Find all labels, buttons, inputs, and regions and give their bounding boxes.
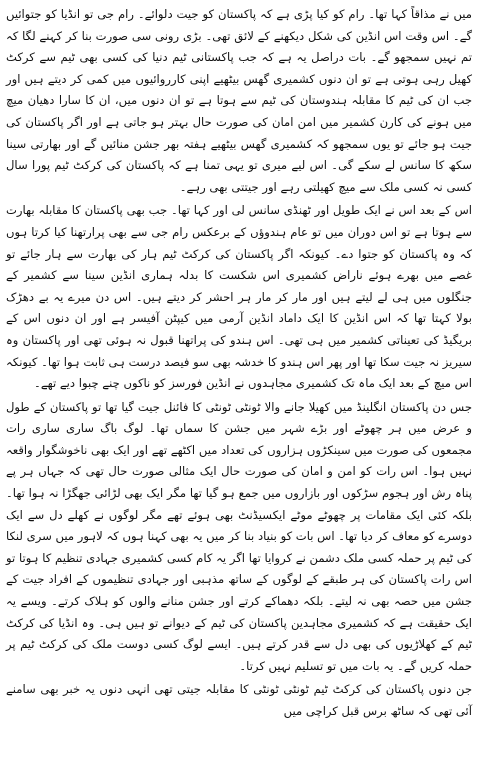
article-paragraph-1: میں نے مذاقاً کہا تھا۔ رام کو کیا پڑی ہے کہ پاکستان کو جیت دلوائے۔ رام جی تو انڈیا کو جتوائیں گے۔ اس وقت اس انڈین کی شکل دیکھنے کے لائق تھی۔ بڑی رونی سی صورت بنا کر کہنے لگا کہ تم نہیں سمجھو گے۔ بات دراصل یہ ہے کہ جب پاکستانی ٹیم دنیا کی کسی بھی ٹیم سے کرکٹ کھیل رہی ہوتی ہے تو ان دنوں کشمیری گھس بیٹھیے اپنی کارروائیوں میں کمی کر دیتے ہیں اور جب ان کی ٹیم کا مقابلہ ہندوستان کی ٹیم سے ہوتا ہے تو ان دنوں میں، ان کا سارا دھیان میچ میں ہونے کی کارن کشمیر میں امن امان کی صورت حال بہتر ہو جاتی ہے اور اگر پاکستان کی جیت ہو جائے تو یوں سمجھو کہ کشمیری گھس بیٹھیے ہفتہ بھر جشن منائیں گے اور بھارتی سینا سکھ کا سانس لے سکے گی۔ اس لیے میری تو یہی تمنا ہے کہ پاکستان کی کرکٹ ٹیم پورا سال کسی نہ کسی ملک سے میچ کھیلتی رہے اور جیتتی بھی رہے۔	[6, 7, 472, 194]
article-paragraph-3: جس دن پاکستان انگلینڈ میں کھیلا جانے والا ٹونٹی ٹونٹی کا فائنل جیت گیا تھا تو پاکستان کے طول و عرض میں ہر چھوٹے اور بڑے شہر میں جشن کا سماں تھا۔ لوگ باگ ساری ساری رات مجمعوں کی صورت میں سینکڑوں ہزاروں کی تعداد میں اکٹھے تھے اور ایک بھی ناخوشگوار واقعہ نہیں ہوا۔ اس رات کو امن و امان کی صورت حال ایک مثالی صورت حال تھی کہ جہاں ہر پے پناہ رش اور ہجوم سڑکوں اور بازاروں میں جمع ہو گیا تھا مگر ایک بھی لڑائی جھگڑا نہ ہوا تھا۔ بلکہ کئی ایک مقامات پر چھوٹے موٹے ایکسیڈنٹ بھی ہوئے تھے مگر لوگوں نے کھلے دل سے ایک دوسرے کو معاف کر دیا تھا۔ اس بات کو بنیاد بنا کر میں یہ بھی کہنا ہوں کہ لاہور میں سری لنکا کی ٹیم پر حملہ کسی ملک دشمن نے کروایا تھا اگر یہ کام کسی کشمیری جہادی تنظیم کا ہوتا تو اس رات پاکستان کی ہر طبقے کے لوگوں کے ساتھ مذہبی اور جہادی تنظیموں کے افراد جیت کے جشن میں حصہ بھی نہ لیتے۔ بلکہ دھماکے کرتے اور جشن منانے والوں کو ہلاک کرتے۔ ویسے یہ ایک حقیقت ہے کہ کشمیری مجاہدین پاکستان کی ٹیم کے دیوانے تو ہیں ہی۔ وہ انڈیا کی کرکٹ ٹیم کے کھلاڑیوں کی بھی دل سے قدر کرتے ہیں۔ ایسے لوگ کسی دوست ملک کی کرکٹ ٹیم پر حملہ کریں گے۔ یہ بات میں تو تسلیم نہیں کرتا۔	[6, 399, 472, 673]
article-paragraph-4: جن دنوں پاکستان کی کرکٹ ٹیم ٹونٹی ٹونٹی کا مقابلہ جیتی تھی انہی دنوں یہ خبر بھی سامنے آئی تھی کہ ساٹھ برس قبل کراچی میں	[6, 682, 472, 718]
article-paragraph-2: اس کے بعد اس نے ایک طویل اور ٹھنڈی سانس لی اور کہا تھا۔ جب بھی پاکستان کا مقابلہ بھارت سے ہوتا ہے تو اس دوران میں تو عام ہندوؤں کے برعکس رام جی سے بھی پرارتھنا کیا کرتا ہوں کہ وہ پاکستان کو جتوا دے۔ کیونکہ اگر پاکستان کی کرکٹ ٹیم ہار کی بھارت سے ہار جائے تو غصے میں بھرے ہوئے ناراض کشمیری اس شکست کا بدلہ ہماری انڈین سینا سے کشمیر کے جنگلوں میں ہی لے لیتے ہیں اور مار کر مار ہر احشر کر دیتے ہیں۔ اس دن میرے یہ بے دھڑک بولا کہتا تھا کہ اس انڈین کا ایک داماد انڈین آرمی میں کیپٹن آفیسر ہے اور ان دنوں اس کے بریگیڈ کی تعیناتی کشمیر میں ہی تھی۔ اس ہندو کی پراتھنا قبول نہ ہوئی تھی اور پاکستان وہ سیریز نہ جیت سکا تھا اور پھر اس ہندو کا خدشہ بھی سو فیصد درست ہی ثابت ہوا تھا۔ کیونکہ اس میچ کے بعد ایک ماہ تک کشمیری مجاہدوں نے انڈین فورسز کو ناکوں چنے چبوا دیے تھے۔	[6, 203, 472, 391]
